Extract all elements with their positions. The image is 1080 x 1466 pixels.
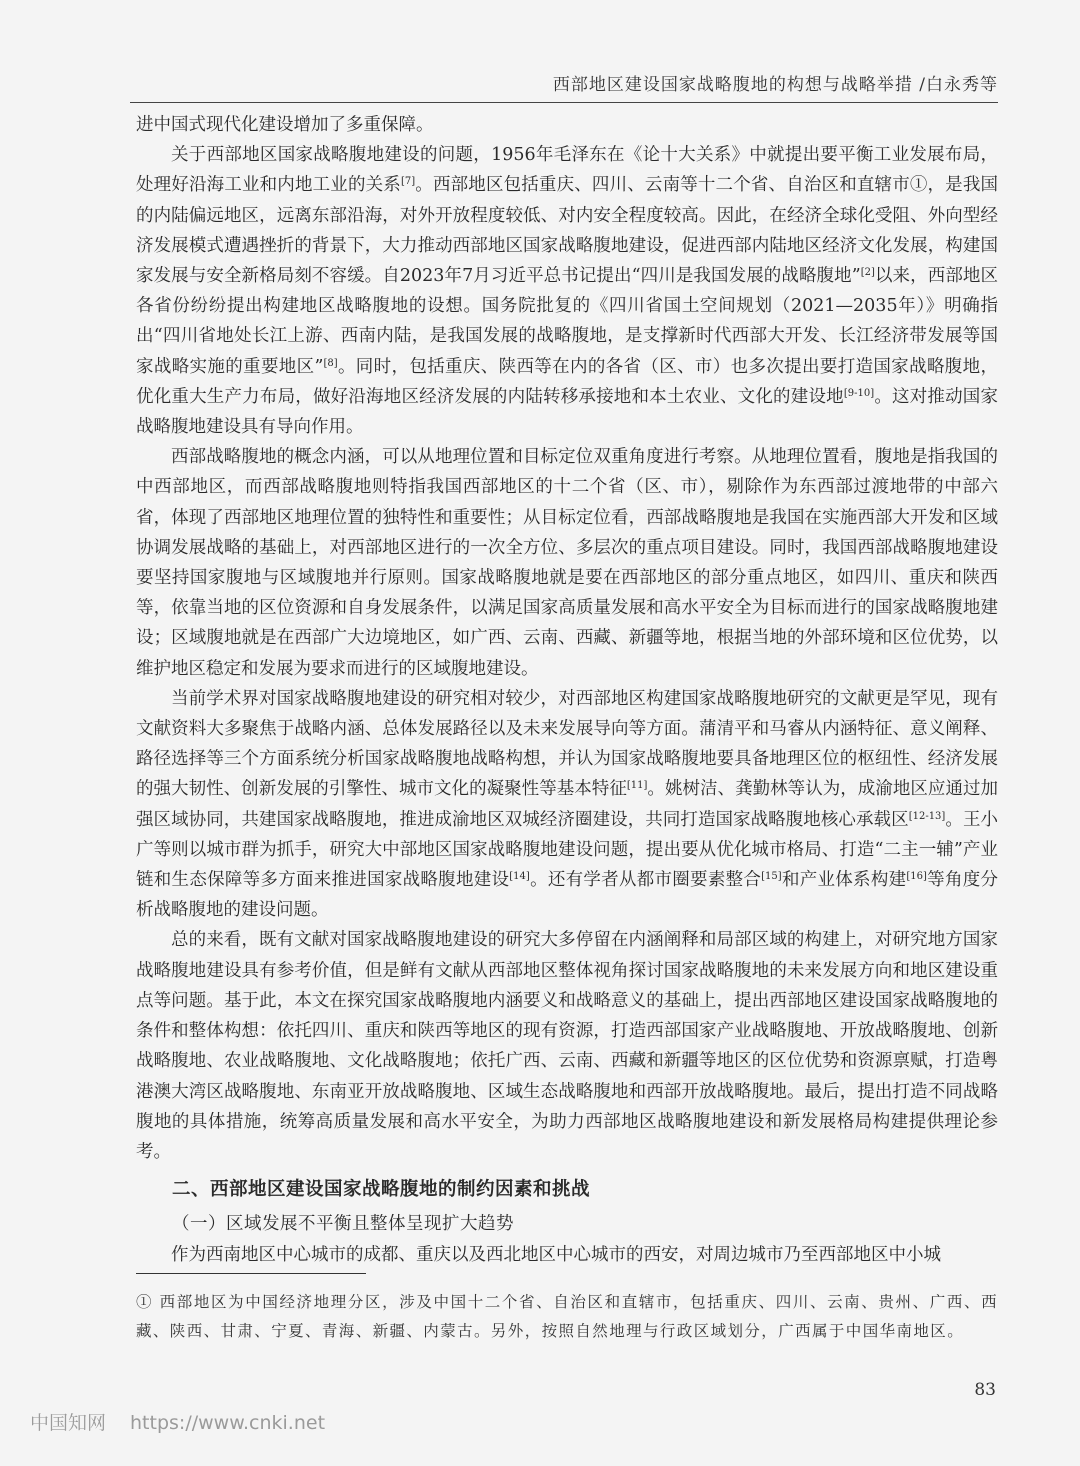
citation-marker: [2]	[860, 267, 875, 279]
cnki-brand: 中国知网	[30, 1412, 107, 1434]
paragraph-text: 以来，西部地区各省份纷纷提出构建地区战略腹地的设想。国务院批复的《四川省国土空间规划（2021—2035年）》明确指出“四川省地处长江上游、西南内陆，是我国发展的战略腹地，是支撑新时代西部大开发、长江经济带发展等国家战略实施的重要地区”	[136, 266, 999, 377]
subsection-heading: （一）区域发展不平衡且整体呈现扩大趋势	[172, 1214, 514, 1235]
citation-marker: [16]	[906, 871, 927, 883]
citation-marker: [12-13]	[908, 810, 946, 822]
page-number: 83	[974, 1380, 996, 1400]
running-header: 西部地区建设国家战略腹地的构想与战略举措 /白永秀等	[552, 75, 998, 95]
citation-marker: [11]	[626, 780, 648, 792]
body-paragraph	[136, 442, 998, 684]
paragraph-text: 。还有学者从都市圈要素整合	[529, 870, 762, 891]
paragraph-text: 总的来看，既有文献对国家战略腹地建设的研究大多停留在内涵阐释和局部区域的构建上，对研究地方国家战略腹地建设具有参考价值，但是鲜有文献从西部地区整体视角探讨国家战略腹地的未来发展方向和地区建设重点等问题。基于此，本文在探究国家战略腹地内涵要义和战略意义的基础上，提出西部地区建设国家战略腹地的条件和整体构想：依托四川、重庆和陕西等地区的现有资源，打造西部国家产业战略腹地、开放战略腹地、创新战略腹地、农业战略腹地、文化战略腹地；依托广西、云南、西藏和新疆等地区的区位优势和资源禀赋，打造粤港澳大湾区战略腹地、东南亚开放战略腹地、区域生态战略腹地和西部开放战略腹地。最后，提出打造不同战略腹地的具体措施，统筹高质量发展和高水平安全，为助力西部地区战略腹地建设和新发展格局构建提供理论参考。	[136, 930, 998, 1162]
paragraph-text: 西部战略腹地的概念内涵，可以从地理位置和目标定位双重角度进行考察。从地理位置看，腹地是指我国的中西部地区，而西部战略腹地则特指我国西部地区的十二个省（区、市），剔除作为东西部过渡地带的中部六省，体现了西部地区地理位置的独特性和重要性；从目标定位看，西部战略腹地是我国在实施西部大开发和区域协调发展战略的基础上，对西部地区进行的一次全方位、多层次的重点项目建设。同时，我国西部战略腹地建设要坚持国家腹地与区域腹地并行原则。国家战略腹地就是要在西部地区的部分重点地区，如四川、重庆和陕西等，依靠当地的区位资源和自身发展条件，以满足国家高质量发展和高水平安全为目标而进行的国家战略腹地建设；区域腹地就是在西部广大边境地区，如广西、云南、西藏、新疆等地，根据当地的外部环境和区位优势，以维护地区稳定和发展为要求而进行的区域腹地建设。	[136, 447, 998, 679]
cnki-watermark	[30, 1408, 325, 1435]
citation-marker: [15]	[761, 871, 782, 883]
paragraph-text: 。西部地区包括重庆、四川、云南等十二个省、自治区和直辖市①，是我国的内陆偏远地区，远离东部沿海，对外开放程度较低、对内安全程度较高。因此，在经济全球化受阻、外向型经济发展模式遭遇挫折的背景下，大力推动西部地区国家战略腹地建设，促进西部内陆地区经济文化发展，构建国家发展与安全新格局刻不容缓。自2023年7月习近平总书记提出“四川是我国发展的战略腹地”	[136, 175, 999, 287]
citation-marker: [9-10]	[843, 387, 875, 399]
paragraph-text: 关于西部地区国家战略腹地建设的问题，1956年毛泽东在《论十大关系》中就提出要平衡工业发展布局，处理好沿海工业和内地工业的关系	[136, 145, 998, 196]
paragraph-text: 当前学术界对国家战略腹地建设的研究相对较少，对西部地区构建国家战略腹地研究的文献更是罕见，现有文献资料大多聚焦于战略内涵、总体发展路径以及未来发展导向等方面。蒲清平和马睿从内涵特征、意义阐释、路径选择等三个方面系统分析国家战略腹地战略构想，并认为国家战略腹地要具备地理区位的枢纽性、经济发展的强大韧性、创新发展的引擎性、城市文化的凝聚性等基本特征	[136, 688, 998, 800]
paragraph-text: 。姚树洁、龚勤林等认为，成渝地区应通过加强区域协同，共建国家战略腹地，推进成渝地区双城经济圈建设，共同打造国家战略腹地核心承载区	[136, 779, 999, 830]
paragraph-text: 等角度分析战略腹地的建设问题。	[136, 870, 999, 921]
footnote-rule	[136, 1273, 366, 1274]
citation-marker: [8]	[323, 357, 338, 369]
body-paragraph	[136, 925, 998, 1167]
body-paragraph	[136, 684, 998, 926]
section-heading: 二、西部地区建设国家战略腹地的制约因素和挑战	[172, 1179, 591, 1201]
article-body	[136, 110, 998, 1270]
footnote: ① 西部地区为中国经济地理分区，涉及中国十二个省、自治区和直辖市，包括重庆、四川、云南、贵州、广西、西藏、陕西、甘肃、宁夏、青海、新疆、内蒙古。另外，按照自然地理与行政区域划分，广西属于中国华南地区。	[136, 1293, 998, 1340]
body-paragraph	[136, 140, 998, 442]
citation-marker: [7]	[400, 176, 416, 188]
body-paragraph: 作为西南地区中心城市的成都、重庆以及西北地区中心城市的西安，对周边城市乃至西部地区中小城	[171, 1244, 941, 1265]
cnki-url: https://www.cnki.net	[130, 1412, 326, 1434]
paragraph-text: 。王小广等则以城市群为抓手，研究大中部地区国家战略腹地建设问题，提出要从优化城市格局、打造“二主一辅”产业链和生态保障等多方面来推进国家战略腹地建设	[136, 809, 999, 891]
body-paragraph	[136, 110, 998, 140]
paragraph-text: 进中国式现代化建设增加了多重保障。	[136, 115, 434, 135]
citation-marker: [14]	[509, 871, 530, 883]
paragraph-list	[136, 110, 998, 1167]
paragraph-text: 。同时，包括重庆、陕西等在内的各省（区、市）也多次提出要打造国家战略腹地，优化重大生产力布局，做好沿海地区经济发展的内陆转移承接地和本土农业、文化的建设地	[136, 356, 998, 407]
header-rule	[130, 102, 998, 103]
paragraph-text: 。这对推动国家战略腹地建设具有导向作用。	[136, 386, 998, 438]
paragraph-text: 和产业体系构建	[781, 870, 907, 891]
